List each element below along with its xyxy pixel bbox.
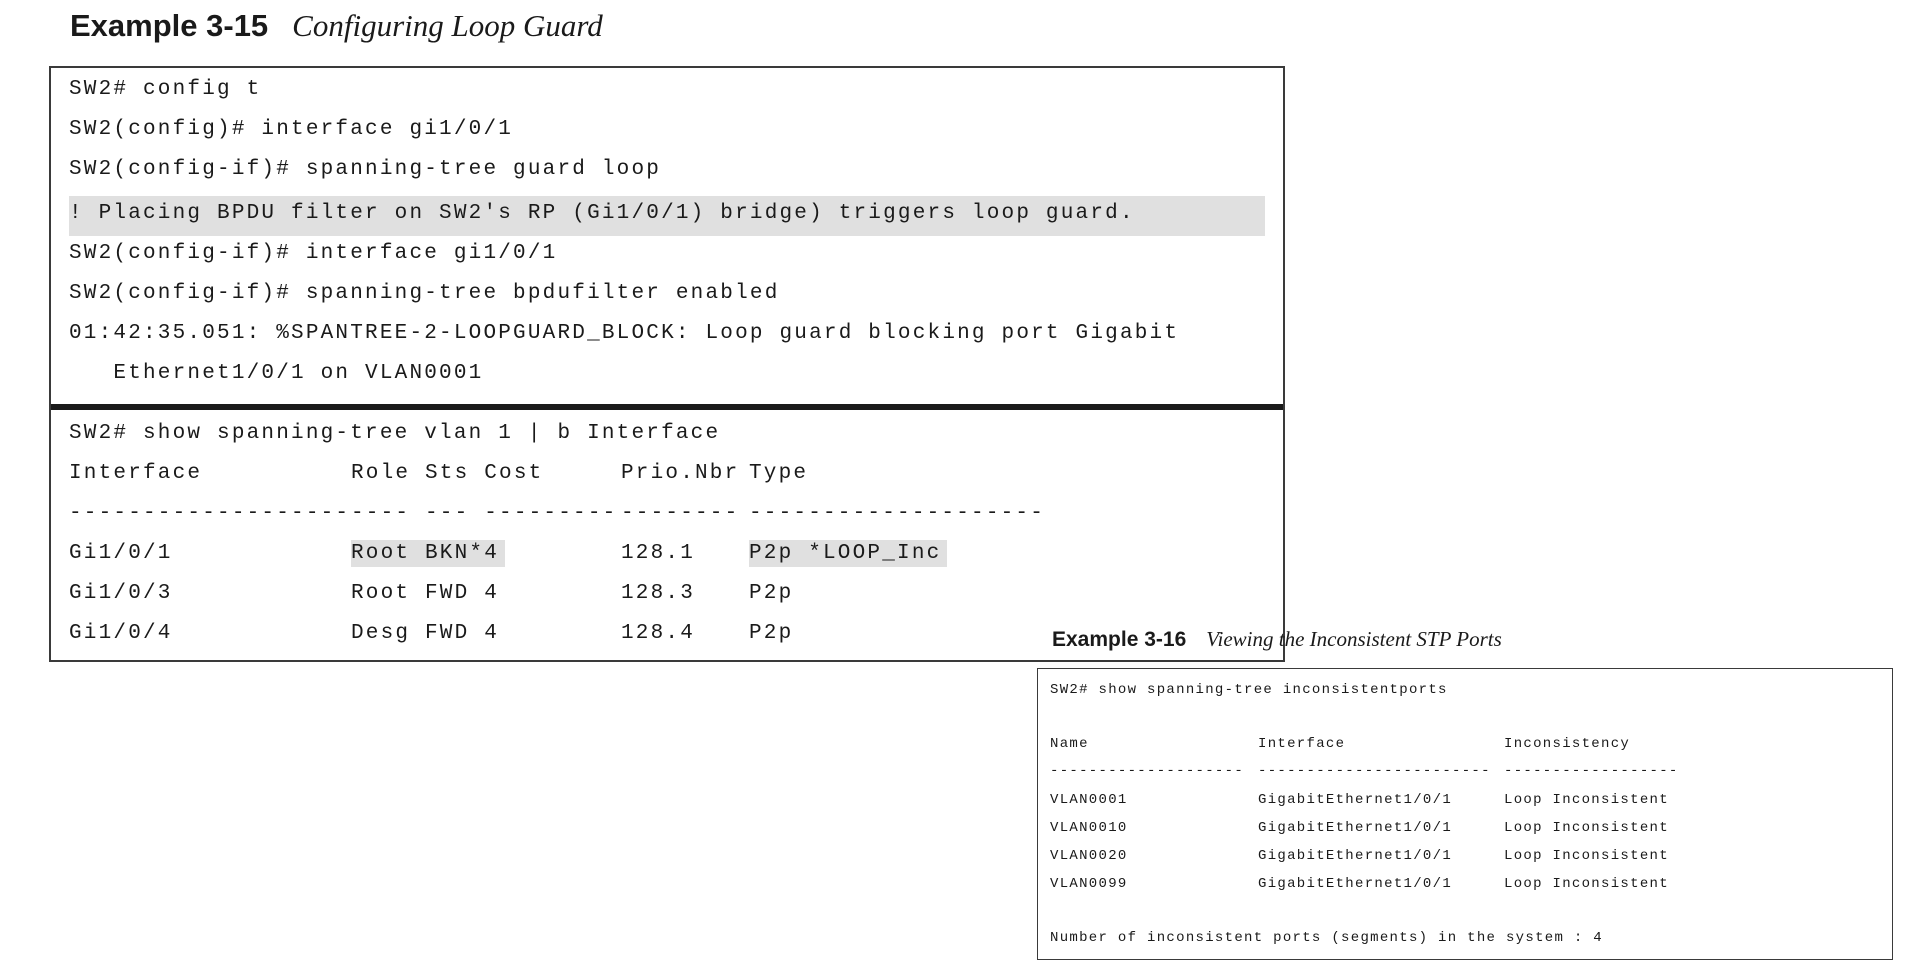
table-header-type: Type [749, 462, 809, 485]
section-divider [51, 404, 1283, 410]
table-header-prio-nbr: Prio.Nbr [621, 462, 740, 485]
table-header-name: Name [1050, 736, 1089, 752]
config-line: SW2# config t [69, 78, 262, 101]
table-cell-prio-nbr: 128.1 [621, 542, 696, 565]
table-cell-prio-nbr: 128.4 [621, 622, 696, 645]
example-caption: Viewing the Inconsistent STP Ports [1206, 627, 1502, 651]
table-cell-interface: Gi1/0/4 [69, 622, 173, 645]
table-cell-name: VLAN0001 [1050, 792, 1128, 808]
example-3-16-code-box [1037, 668, 1893, 960]
example-label: Example 3-16 [1052, 628, 1187, 651]
table-cell-type: P2p [749, 582, 794, 605]
table-cell-inconsistency: Loop Inconsistent [1504, 848, 1669, 864]
table-header-interface: Interface [1258, 736, 1346, 752]
table-cell-interface: GigabitEthernet1/0/1 [1258, 876, 1453, 892]
table-separator: ------------------------ [1258, 763, 1491, 779]
comment-line: ! Placing BPDU filter on SW2's RP (Gi1/0/1) bridge) triggers loop guard. [69, 202, 1135, 225]
config-line: SW2(config)# interface gi1/0/1 [69, 118, 514, 141]
table-cell-interface: GigabitEthernet1/0/1 [1258, 792, 1453, 808]
table-cell-role-sts-cost: Root FWD 4 [351, 582, 500, 605]
table-cell-inconsistency: Loop Inconsistent [1504, 820, 1669, 836]
example-3-16-title [1052, 627, 1502, 652]
table-cell-inconsistency: Loop Inconsistent [1504, 792, 1669, 808]
table-cell-interface: Gi1/0/1 [69, 542, 173, 565]
table-cell-interface: GigabitEthernet1/0/1 [1258, 848, 1453, 864]
config-line: SW2(config-if)# interface gi1/0/1 [69, 242, 558, 265]
table-separator: -------- [621, 502, 740, 525]
table-separator: ---- --- --------- [351, 502, 618, 525]
example-3-15-title [70, 8, 603, 44]
table-cell-name: VLAN0099 [1050, 876, 1128, 892]
table-separator: -------------------- [1050, 763, 1245, 779]
table-separator: ------------------ [1504, 763, 1679, 779]
table-cell-interface: Gi1/0/3 [69, 582, 173, 605]
summary-line: Number of inconsistent ports (segments) in the system : 4 [1050, 930, 1603, 946]
table-cell-type-highlighted: P2p *LOOP_Inc [749, 540, 947, 567]
log-message-line: 01:42:35.051: %SPANTREE-2-LOOPGUARD_BLOCK: Loop guard blocking port Gigabit [69, 322, 1180, 345]
table-separator: ------------------- [69, 502, 351, 525]
table-cell-name: VLAN0010 [1050, 820, 1128, 836]
show-command-line: SW2# show spanning-tree vlan 1 | b Interface [69, 422, 721, 445]
table-header-role-sts-cost: Role Sts Cost [351, 462, 544, 485]
table-cell-role-sts-cost: Desg FWD 4 [351, 622, 500, 645]
example-label: Example 3-15 [70, 8, 269, 43]
show-command-line: SW2# show spanning-tree inconsistentports [1050, 682, 1448, 698]
table-header-inconsistency: Inconsistency [1504, 736, 1631, 752]
table-cell-prio-nbr: 128.3 [621, 582, 696, 605]
table-separator: -------------------- [749, 502, 1046, 525]
table-cell-name: VLAN0020 [1050, 848, 1128, 864]
table-cell-interface: GigabitEthernet1/0/1 [1258, 820, 1453, 836]
table-cell-role-sts-cost-highlighted: Root BKN*4 [351, 540, 505, 567]
table-cell-type: P2p [749, 622, 794, 645]
table-header-interface: Interface [69, 462, 203, 485]
table-cell-inconsistency: Loop Inconsistent [1504, 876, 1669, 892]
log-message-line: Ethernet1/0/1 on VLAN0001 [69, 362, 484, 385]
example-3-15-code-box [49, 66, 1285, 662]
config-line: SW2(config-if)# spanning-tree bpdufilter enabled [69, 282, 780, 305]
example-caption: Configuring Loop Guard [292, 8, 603, 43]
config-line: SW2(config-if)# spanning-tree guard loop [69, 158, 662, 181]
